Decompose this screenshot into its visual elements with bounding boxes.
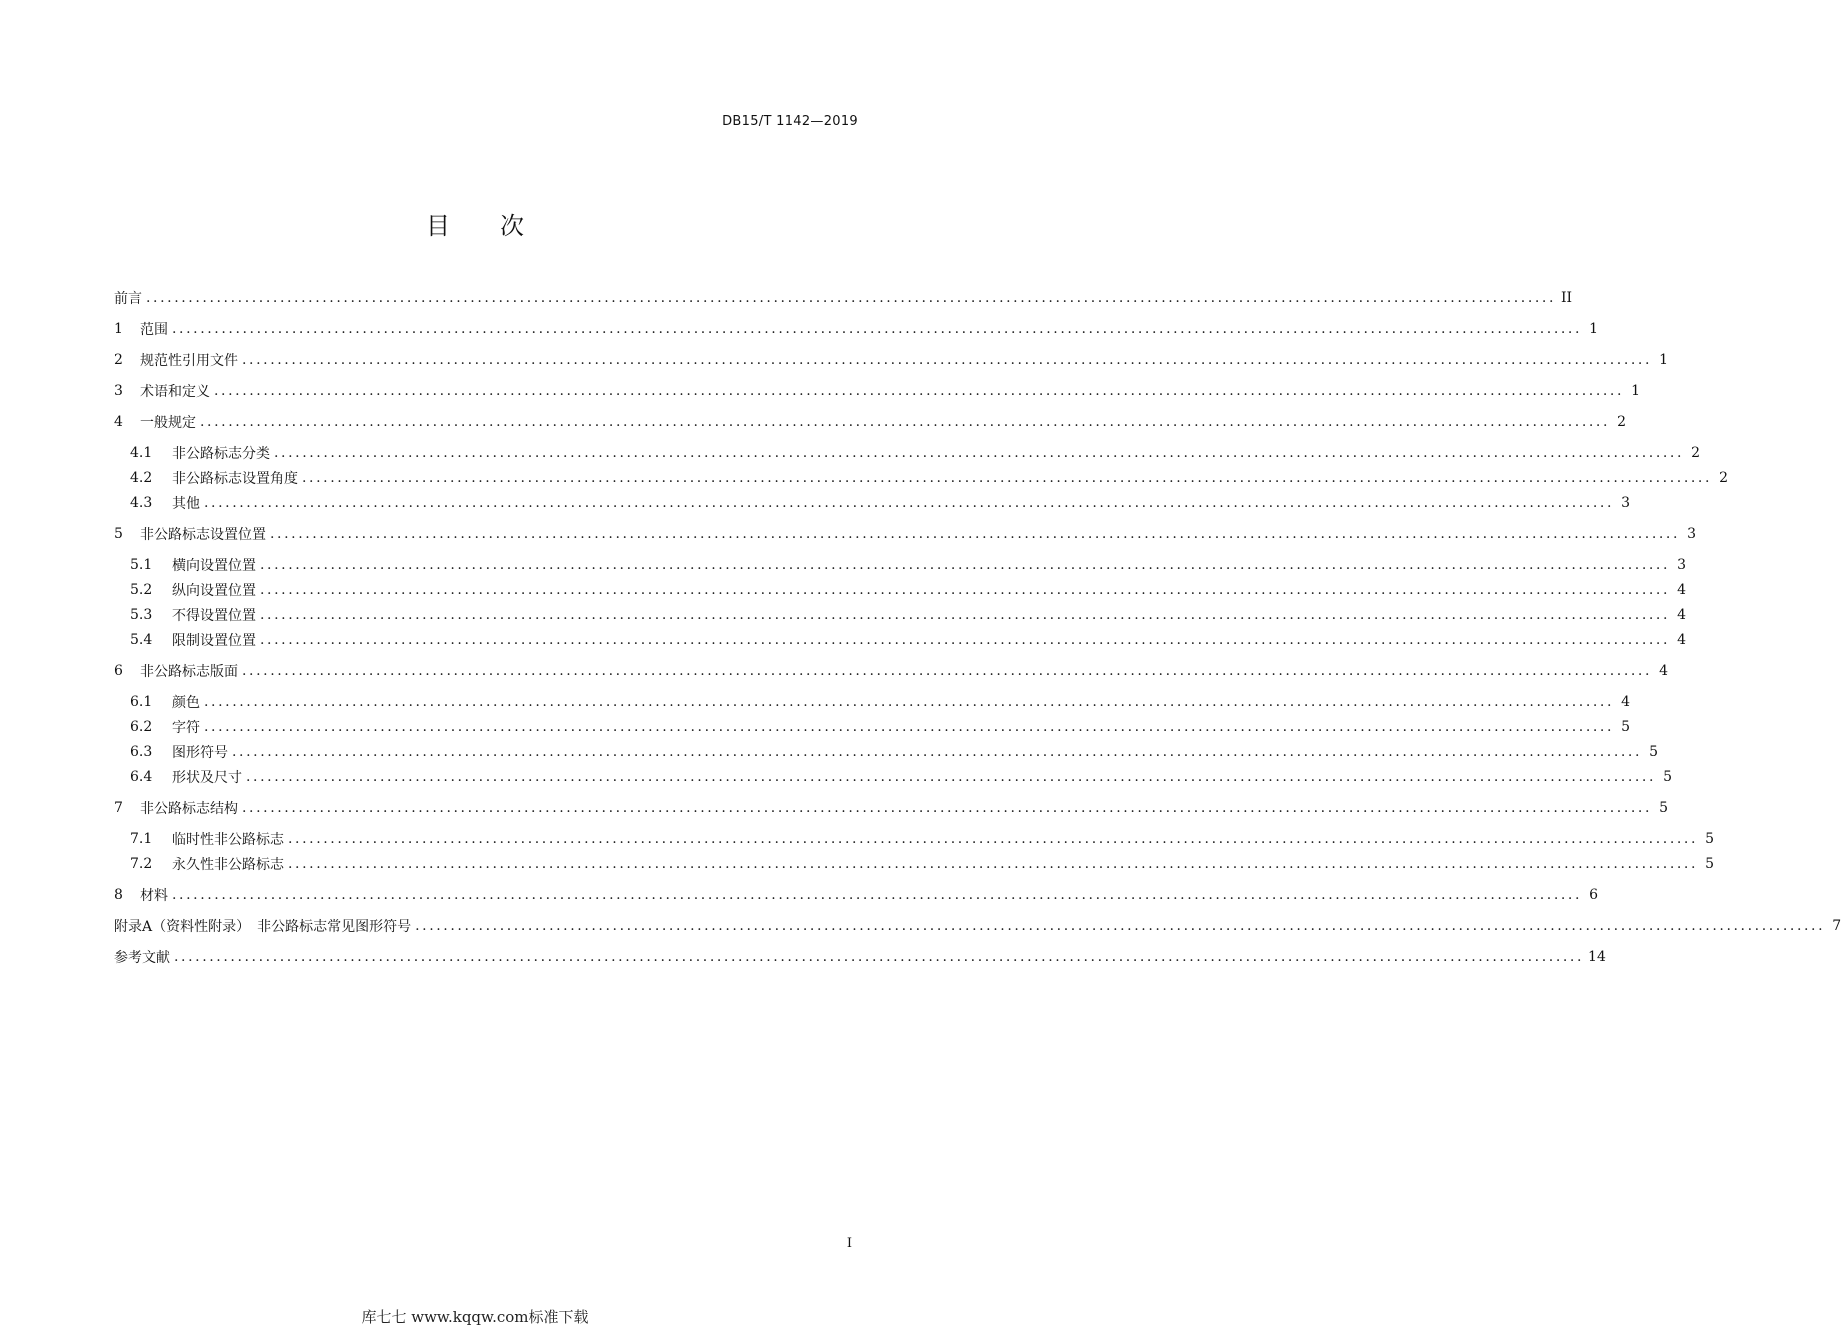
toc-entry-label: 颜色 — [172, 695, 200, 711]
toc-entry[interactable] — [130, 766, 1673, 788]
toc-leader-dots: ........................................................................................................................................................................................................ — [242, 663, 1653, 679]
toc-entry-page: 14 — [1588, 949, 1606, 965]
toc-entry-number: 5.3 — [130, 607, 153, 623]
toc-entry-label: 图形符号 — [172, 745, 228, 761]
toc-entry[interactable] — [130, 442, 1701, 464]
toc-entry-page: 5 — [1649, 744, 1659, 760]
toc-entry[interactable] — [130, 716, 1631, 738]
toc-leader-dots: ........................................................................................................................................................................................................ — [415, 918, 1826, 934]
toc-leader-dots: ........................................................................................................................................................................................................ — [204, 694, 1615, 710]
toc-entry-label: 非公路标志分类 — [172, 446, 270, 462]
toc-entry-page: 4 — [1677, 582, 1687, 598]
toc-entry[interactable] — [130, 629, 1687, 651]
toc-leader-dots: ........................................................................................................................................................................................................ — [288, 856, 1699, 872]
toc-entry-page: 2 — [1691, 445, 1701, 461]
toc-entry-number: 6.3 — [130, 744, 153, 760]
toc-entry-page: 5 — [1663, 769, 1673, 785]
toc-leader-dots: ........................................................................................................................................................................................................ — [246, 769, 1657, 785]
toc-entry[interactable] — [130, 853, 1715, 875]
toc-entry-label: 非公路标志设置位置 — [140, 527, 266, 543]
toc-entry-number: 6.4 — [130, 769, 153, 785]
toc-leader-dots: ........................................................................................................................................................................................................ — [146, 290, 1557, 306]
toc-entry[interactable] — [114, 797, 1669, 819]
toc-leader-dots: ........................................................................................................................................................................................................ — [174, 949, 1585, 965]
page-number: I — [846, 1236, 852, 1251]
toc-entry-page: 5 — [1621, 719, 1631, 735]
toc-entry[interactable] — [130, 554, 1687, 576]
toc-entry-page: 5 — [1705, 856, 1715, 872]
toc-entry[interactable] — [114, 287, 1573, 309]
toc-entry-page: 3 — [1677, 557, 1687, 573]
toc-entry-label: 不得设置位置 — [172, 608, 256, 624]
toc-leader-dots: ........................................................................................................................................................................................................ — [260, 632, 1671, 648]
toc-entry-page: 4 — [1659, 663, 1669, 679]
toc-leader-dots: ........................................................................................................................................................................................................ — [214, 383, 1625, 399]
toc-leader-dots: ........................................................................................................................................................................................................ — [270, 526, 1681, 542]
toc-entry[interactable] — [114, 523, 1697, 545]
toc-entry-page: 1 — [1659, 352, 1669, 368]
toc-title — [0, 206, 950, 241]
toc-entry-label: 范围 — [140, 322, 168, 338]
toc-entry-number: 5.4 — [130, 632, 153, 648]
toc-entry-page: 2 — [1617, 414, 1627, 430]
toc-entry[interactable] — [114, 318, 1599, 340]
toc-entry-page: 6 — [1589, 887, 1599, 903]
toc-entry-page: 4 — [1621, 694, 1631, 710]
toc-entry[interactable] — [114, 380, 1641, 402]
toc-leader-dots: ........................................................................................................................................................................................................ — [242, 352, 1653, 368]
toc-entry-label: 字符 — [172, 720, 200, 736]
toc-entry[interactable] — [114, 915, 1841, 937]
toc-entry-label: 纵向设置位置 — [172, 583, 256, 599]
toc-entry-label: 参考文献 — [114, 950, 170, 966]
toc-entry-page: II — [1560, 290, 1573, 306]
toc-entry-label: 形状及尺寸 — [172, 770, 242, 786]
toc-entry-number: 6 — [114, 663, 123, 679]
toc-entry-label: 非公路标志版面 — [140, 664, 238, 680]
toc-entry-number: 5 — [114, 526, 123, 542]
toc-entry[interactable] — [130, 741, 1659, 763]
toc-title-char-2: 次 — [500, 212, 524, 240]
toc-entry-label: 横向设置位置 — [172, 558, 256, 574]
toc-entry[interactable] — [130, 604, 1687, 626]
toc-leader-dots: ........................................................................................................................................................................................................ — [260, 582, 1671, 598]
toc-entry-number: 1 — [114, 321, 123, 337]
document-code: DB15/T 1142—2019 — [722, 114, 858, 129]
toc-entry-number: 4.1 — [130, 445, 153, 461]
toc-entry-number: 2 — [114, 352, 123, 368]
toc-leader-dots: ........................................................................................................................................................................................................ — [260, 557, 1671, 573]
toc-entry-number: 6.2 — [130, 719, 153, 735]
toc-leader-dots: ........................................................................................................................................................................................................ — [274, 445, 1685, 461]
toc-entry-page: 1 — [1589, 321, 1599, 337]
toc-entry-label: 一般规定 — [140, 415, 196, 431]
toc-entry-page: 4 — [1677, 607, 1687, 623]
toc-entry-number: 7 — [114, 800, 123, 816]
toc-entry-number: 3 — [114, 383, 123, 399]
footer-watermark: 库七七 www.kqqw.com标准下载 — [361, 1308, 589, 1326]
toc-entry-number: 7.2 — [130, 856, 153, 872]
toc-entry-page: 1 — [1631, 383, 1641, 399]
toc-entry-number: 7.1 — [130, 831, 153, 847]
toc-entry-number: 5.2 — [130, 582, 153, 598]
toc-entry-page: 7 — [1832, 918, 1841, 934]
toc-entry-page: 4 — [1677, 632, 1687, 648]
toc-entry-label: 附录A（资料性附录） 非公路标志常见图形符号 — [114, 919, 412, 935]
toc-entry-number: 5.1 — [130, 557, 153, 573]
toc-entry[interactable] — [114, 884, 1599, 906]
toc-entry-page: 2 — [1719, 470, 1729, 486]
toc-entry[interactable] — [130, 492, 1631, 514]
toc-entry[interactable] — [130, 579, 1687, 601]
toc-entry-label: 前言 — [114, 291, 142, 307]
toc-entry-label: 规范性引用文件 — [140, 353, 238, 369]
toc-leader-dots: ........................................................................................................................................................................................................ — [200, 414, 1611, 430]
toc-entry-label: 永久性非公路标志 — [172, 857, 284, 873]
toc-entry[interactable] — [130, 467, 1729, 489]
toc-leader-dots: ........................................................................................................................................................................................................ — [172, 321, 1583, 337]
toc-entry-page: 3 — [1621, 495, 1631, 511]
toc-entry-number: 4 — [114, 414, 123, 430]
toc-leader-dots: ........................................................................................................................................................................................................ — [260, 607, 1671, 623]
toc-entry-page: 5 — [1705, 831, 1715, 847]
toc-entry[interactable] — [130, 691, 1631, 713]
toc-leader-dots: ........................................................................................................................................................................................................ — [302, 470, 1713, 486]
toc-entry-label: 非公路标志结构 — [140, 801, 238, 817]
toc-entry-number: 6.1 — [130, 694, 153, 710]
toc-entry[interactable] — [114, 660, 1669, 682]
toc-entry-number: 8 — [114, 887, 123, 903]
toc-entry-page: 5 — [1659, 800, 1669, 816]
toc-entry-number: 4.3 — [130, 495, 153, 511]
toc-entry-page: 3 — [1687, 526, 1697, 542]
toc-leader-dots: ........................................................................................................................................................................................................ — [242, 800, 1653, 816]
toc-title-char-1: 目 — [426, 212, 450, 240]
toc-leader-dots: ........................................................................................................................................................................................................ — [288, 831, 1699, 847]
toc-leader-dots: ........................................................................................................................................................................................................ — [232, 744, 1643, 760]
toc-entry[interactable] — [130, 828, 1715, 850]
toc-entry-label: 其他 — [172, 496, 200, 512]
toc-entry-label: 术语和定义 — [140, 384, 210, 400]
toc-leader-dots: ........................................................................................................................................................................................................ — [204, 495, 1615, 511]
toc-leader-dots: ........................................................................................................................................................................................................ — [172, 887, 1583, 903]
toc-entry[interactable] — [114, 411, 1627, 433]
toc-entry[interactable] — [114, 946, 1606, 968]
toc-entry-label: 临时性非公路标志 — [172, 832, 284, 848]
toc-entry-label: 非公路标志设置角度 — [172, 471, 298, 487]
toc-entry-label: 限制设置位置 — [172, 633, 256, 649]
toc-entry-label: 材料 — [140, 888, 168, 904]
toc-entry-number: 4.2 — [130, 470, 153, 486]
toc-entry[interactable] — [114, 349, 1669, 371]
toc-leader-dots: ........................................................................................................................................................................................................ — [204, 719, 1615, 735]
